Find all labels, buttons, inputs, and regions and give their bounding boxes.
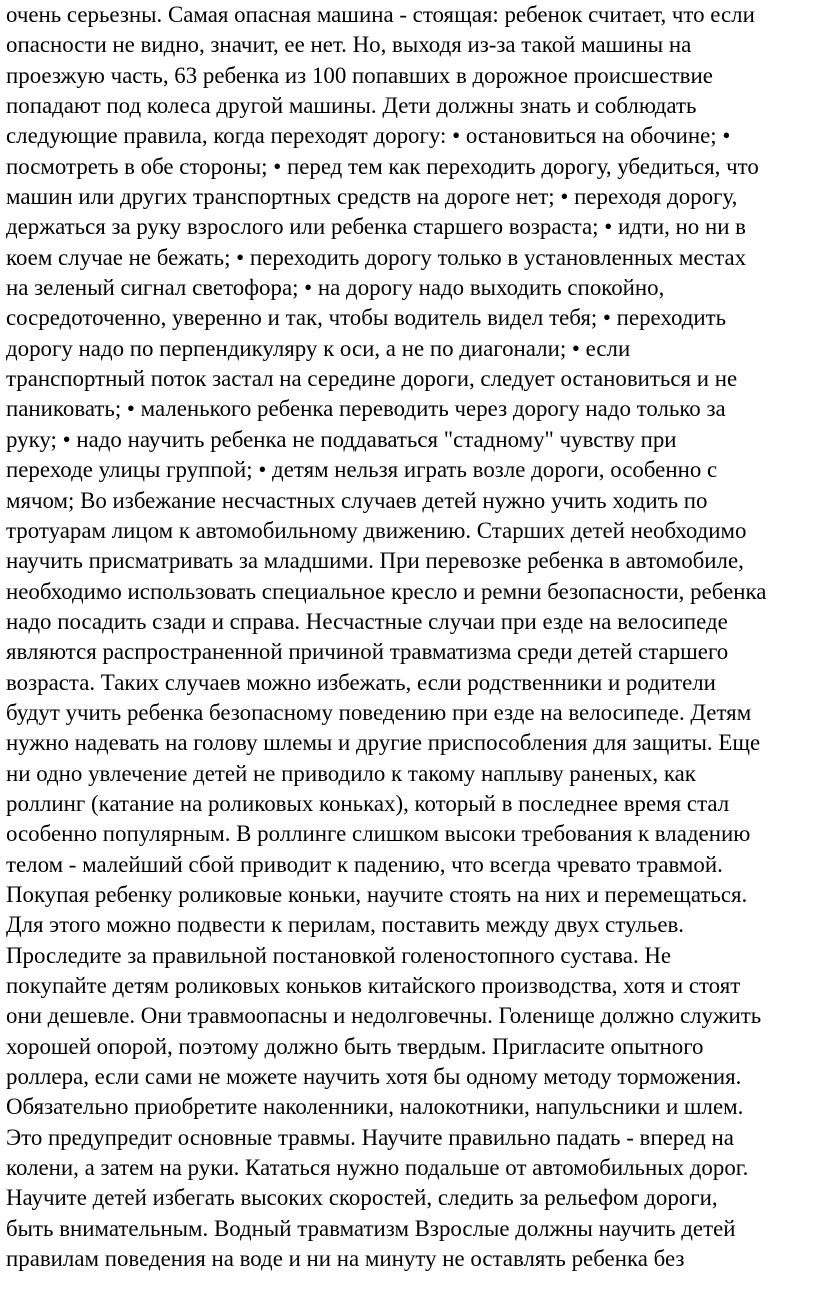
- text-line: возраста. Таких случаев можно избежать, если родственники и родители: [6, 669, 716, 695]
- text-line: Обязательно приобретите наколенники, налокотники, напульсники и шлем.: [6, 1094, 744, 1120]
- text-line: держаться за руку взрослого или ребенка старшего возраста; • идти, но ни в: [6, 214, 746, 240]
- text-line: необходимо использовать специальное кресло и ремни безопасности, ребенка: [6, 578, 767, 604]
- text-line: тротуарам лицом к автомобильному движению. Старших детей необходимо: [6, 517, 747, 543]
- text-line: они дешевле. Они травмоопасны и недолговечны. Голенище должно служить: [6, 1003, 762, 1029]
- text-line: Это предупредит основные травмы. Научите правильно падать - вперед на: [6, 1124, 734, 1150]
- text-line: хорошей опорой, поэтому должно быть твердым. Пригласите опытного: [6, 1033, 704, 1059]
- text-line: сосредоточенно, уверенно и так, чтобы водитель видел тебя; • переходить: [6, 305, 727, 331]
- text-line: будут учить ребенка безопасному поведению при езде на велосипеде. Детям: [6, 699, 752, 725]
- text-line: дорогу надо по перпендикуляру к оси, а не по диагонали; • если: [6, 335, 631, 361]
- text-line: попадают под колеса другой машины. Дети должны знать и соблюдать: [6, 93, 697, 119]
- text-line: следующие правила, когда переходят дорогу: • остановиться на обочине; •: [6, 123, 731, 149]
- text-line: посмотреть в обе стороны; • перед тем как переходить дорогу, убедиться, что: [6, 153, 759, 179]
- text-line: являются распространенной причиной травматизма среди детей старшего: [6, 639, 729, 665]
- text-line: проезжую часть, 63 ребенка из 100 попавших в дорожное происшествие: [6, 62, 713, 88]
- text-line: особенно популярным. В роллинге слишком высоки требования к владению: [6, 821, 751, 847]
- text-line: транспортный поток застал на середине дороги, следует остановиться и не: [6, 366, 738, 392]
- text-line: колени, а затем на руки. Кататься нужно подальше от автомобильных дорог.: [6, 1155, 749, 1181]
- body-text: [6, 0, 816, 1274]
- text-line: опасности не видно, значит, ее нет. Но, выходя из-за такой машины на: [6, 32, 692, 58]
- text-line: научить присматривать за младшими. При перевозке ребенка в автомобиле,: [6, 548, 744, 574]
- text-line: роллера, если сами не можете научить хотя бы одному методу торможения.: [6, 1064, 742, 1090]
- text-line: переходе улицы группой; • детям нельзя играть возле дороги, особенно с: [6, 457, 718, 483]
- text-line: коем случае не бежать; • переходить дорогу только в установленных местах: [6, 244, 747, 270]
- text-line: нужно надевать на голову шлемы и другие приспособления для защиты. Еще: [6, 730, 761, 756]
- text-line: паниковать; • маленького ребенка переводить через дорогу надо только за: [6, 396, 726, 422]
- text-line: надо посадить сзади и справа. Несчастные случаи при езде на велосипеде: [6, 608, 728, 634]
- text-line: мячом; Во избежание несчастных случаев детей нужно учить ходить по: [6, 487, 708, 513]
- text-line: быть внимательным. Водный травматизм Взрослые должны научить детей: [6, 1215, 736, 1241]
- text-line: руку; • надо научить ребенка не поддаваться "стадному" чувству при: [6, 426, 677, 452]
- text-line: на зеленый сигнал светофора; • на дорогу надо выходить спокойно,: [6, 275, 665, 301]
- text-line: очень серьезны. Самая опасная машина - стоящая: ребенок считает, что если: [6, 2, 755, 27]
- text-line: правилам поведения на воде и ни на минуту не оставлять ребенка без: [6, 1246, 685, 1272]
- text-line: Для этого можно подвести к перилам, поставить между двух стульев.: [6, 912, 685, 938]
- text-line: Покупая ребенку роликовые коньки, научите стоять на них и перемещаться.: [6, 881, 748, 907]
- text-line: покупайте детям роликовых коньков китайского производства, хотя и стоят: [6, 973, 741, 998]
- text-line: телом - малейший сбой приводит к падению, что всегда чревато травмой.: [6, 851, 723, 877]
- text-line: Проследите за правильной постановкой голеностопного сустава. Не: [6, 942, 672, 968]
- text-line: ни одно увлечение детей не приводило к такому наплыву раненых, как: [6, 760, 696, 786]
- text-line: Научите детей избегать высоких скоростей, следить за рельефом дороги,: [6, 1185, 718, 1211]
- text-line: роллинг (катание на роликовых коньках), который в последнее время стал: [6, 790, 730, 816]
- text-line: машин или других транспортных средств на дороге нет; • переходя дорогу,: [6, 184, 738, 210]
